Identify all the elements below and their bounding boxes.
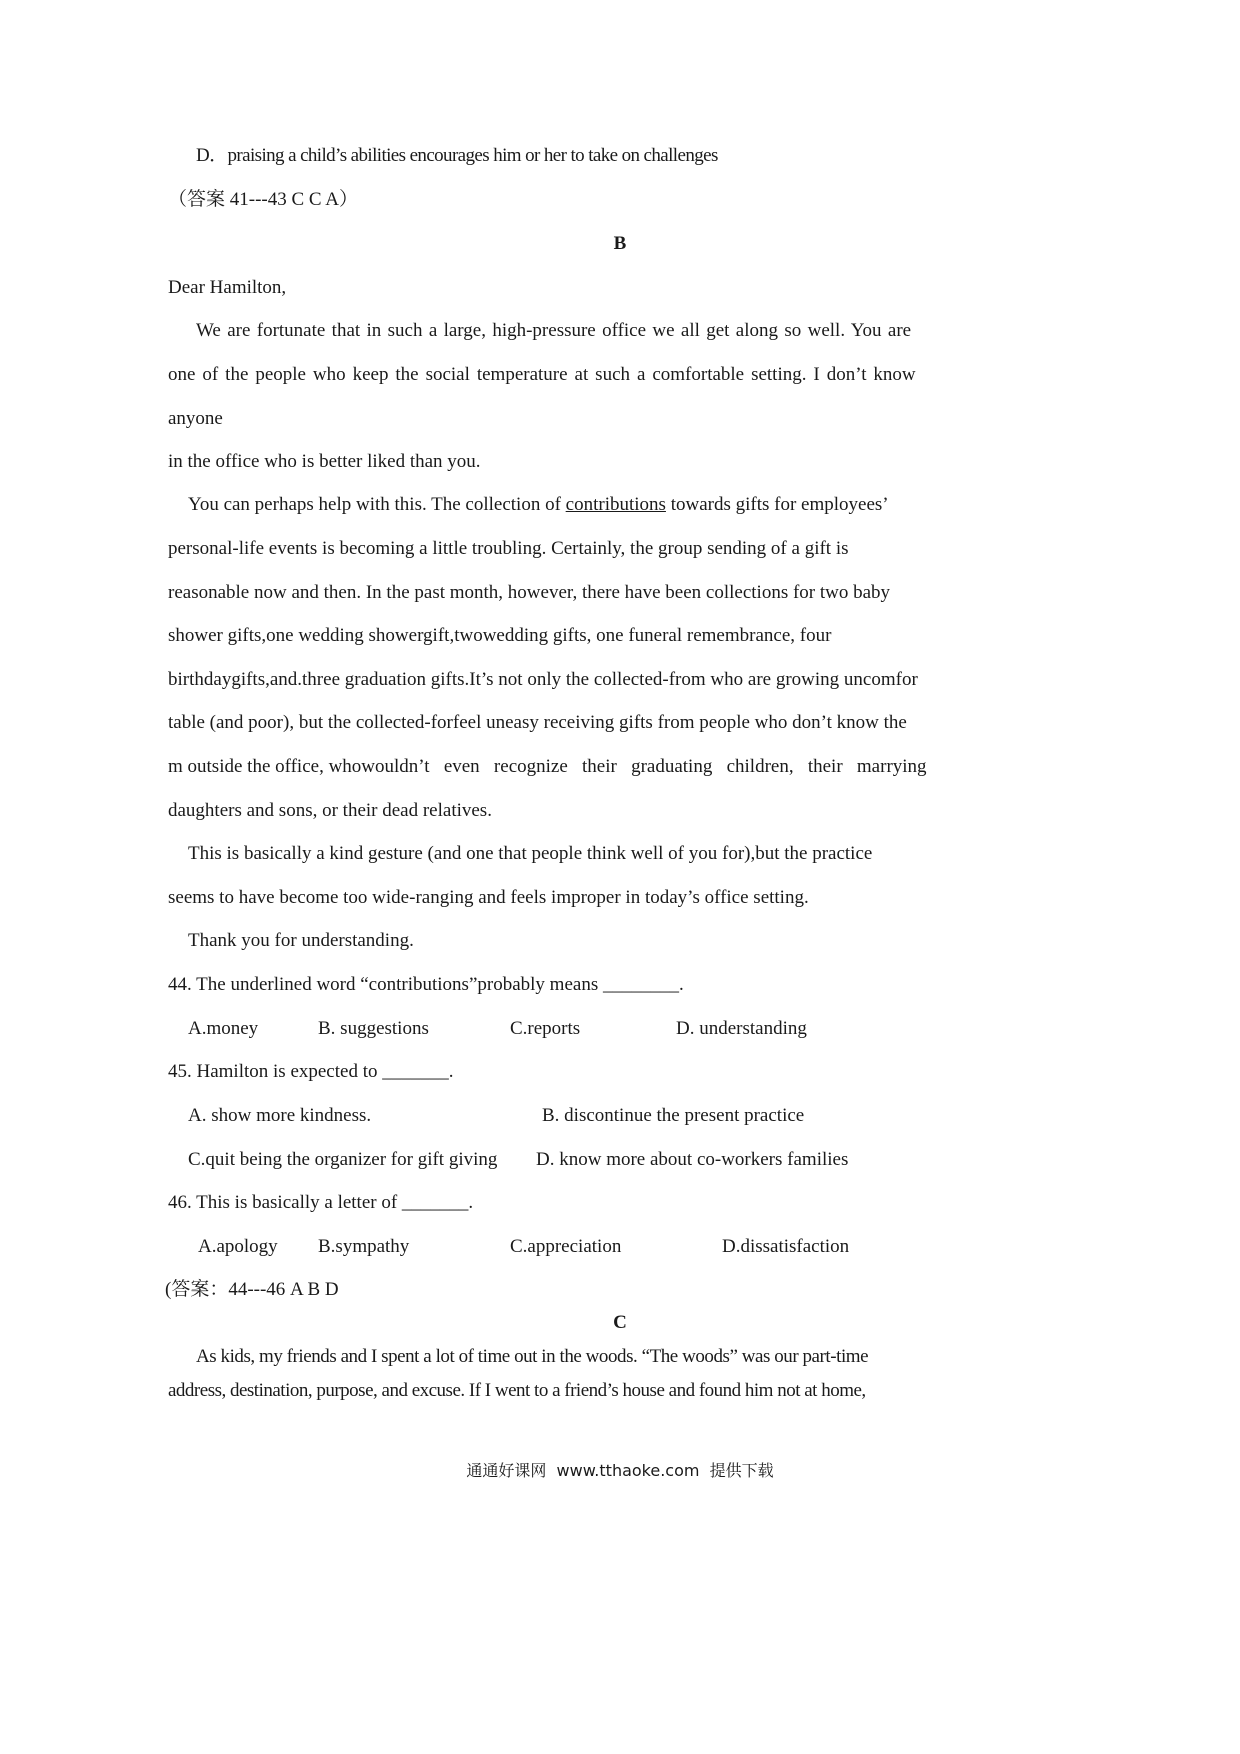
letter-p2-line: daughters and sons, or their dead relatives. <box>168 800 492 821</box>
q44-option-b: B. suggestions <box>318 1018 429 1039</box>
letter-p2-line: reasonable now and then. In the past month, however, there have been collections for two baby <box>168 582 891 603</box>
section-b-heading: B <box>613 233 627 254</box>
q45-option-a: A. show more kindness. <box>188 1105 372 1126</box>
letter-p2-line: birthdaygifts,and.three graduation gifts.It’s not only the collected-from who are growing uncomfor <box>168 669 918 690</box>
letter-p2-line: table (and poor), but the collected-forfeel uneasy receiving gifts from people who don’t know the <box>168 712 907 733</box>
letter-p2-line: shower gifts,one wedding showergift,twowedding gifts, one funeral remembrance, four <box>168 625 832 646</box>
q45-option-d: D. know more about co-workers families <box>536 1149 849 1170</box>
q43-option-d: D．praising a child’s abilities encourages him or her to take on challenges <box>196 145 718 166</box>
letter-text: You can perhaps help with this. The collection of <box>188 494 566 515</box>
q44-option-a: A.money <box>188 1018 259 1039</box>
underlined-word-contributions: contributions <box>565 494 666 515</box>
passage-c-line: As kids, my friends and I spent a lot of time out in the woods. “The woods” was our part-time <box>196 1346 869 1367</box>
q45-option-c: C.quit being the organizer for gift giving <box>188 1149 498 1170</box>
letter-p2-line: m outside the office, whowouldn’t even recognize their graduating children, their marrying <box>168 756 927 777</box>
letter-p1-line: We are fortunate that in such a large, high-pressure office we all get along so well. You are <box>196 320 912 341</box>
letter-p3-line: This is basically a kind gesture (and one that people think well of you for),but the practice <box>188 843 873 864</box>
letter-p2-line: personal-life events is becoming a little troubling. Certainly, the group sending of a gift is <box>168 538 849 559</box>
q46-option-a: A.apology <box>198 1236 278 1257</box>
answer-key-41-43: （答案 41---43 C C A） <box>168 189 359 210</box>
letter-p1-line: in the office who is better liked than you. <box>168 451 481 472</box>
letter-p3-line: seems to have become too wide-ranging and feels improper in today’s office setting. <box>168 887 809 908</box>
letter-p1-line: one of the people who keep the social temperature at such a comfortable setting. I don’t know <box>168 364 916 385</box>
q44-option-c: C.reports <box>510 1018 581 1039</box>
letter-p2-line <box>188 492 889 518</box>
letter-p1-line: anyone <box>168 408 223 429</box>
letter-closing: Thank you for understanding. <box>188 930 414 951</box>
letter-salutation: Dear Hamilton, <box>168 277 287 298</box>
question-46-stem: 46. This is basically a letter of _______. <box>168 1192 474 1213</box>
page-footer: 通通好课网 www.tthaoke.com 提供下载 <box>466 1461 774 1480</box>
passage-c-line: address, destination, purpose, and excuse. If I went to a friend’s house and found him not at home, <box>168 1380 866 1401</box>
section-c-heading: C <box>613 1312 627 1333</box>
q45-option-b: B. discontinue the present practice <box>542 1105 805 1126</box>
question-45-stem: 45. Hamilton is expected to _______. <box>168 1061 454 1082</box>
q46-option-d: D.dissatisfaction <box>722 1236 850 1257</box>
q46-option-c: C.appreciation <box>510 1236 622 1257</box>
q44-option-d: D. understanding <box>676 1018 807 1039</box>
letter-text: towards gifts for employees’ <box>665 494 889 515</box>
question-44-stem: 44. The underlined word “contributions”probably means ________. <box>168 974 684 995</box>
q46-option-b: B.sympathy <box>318 1236 410 1257</box>
answer-key-44-46: (答案：44---46 A B D <box>165 1279 339 1300</box>
